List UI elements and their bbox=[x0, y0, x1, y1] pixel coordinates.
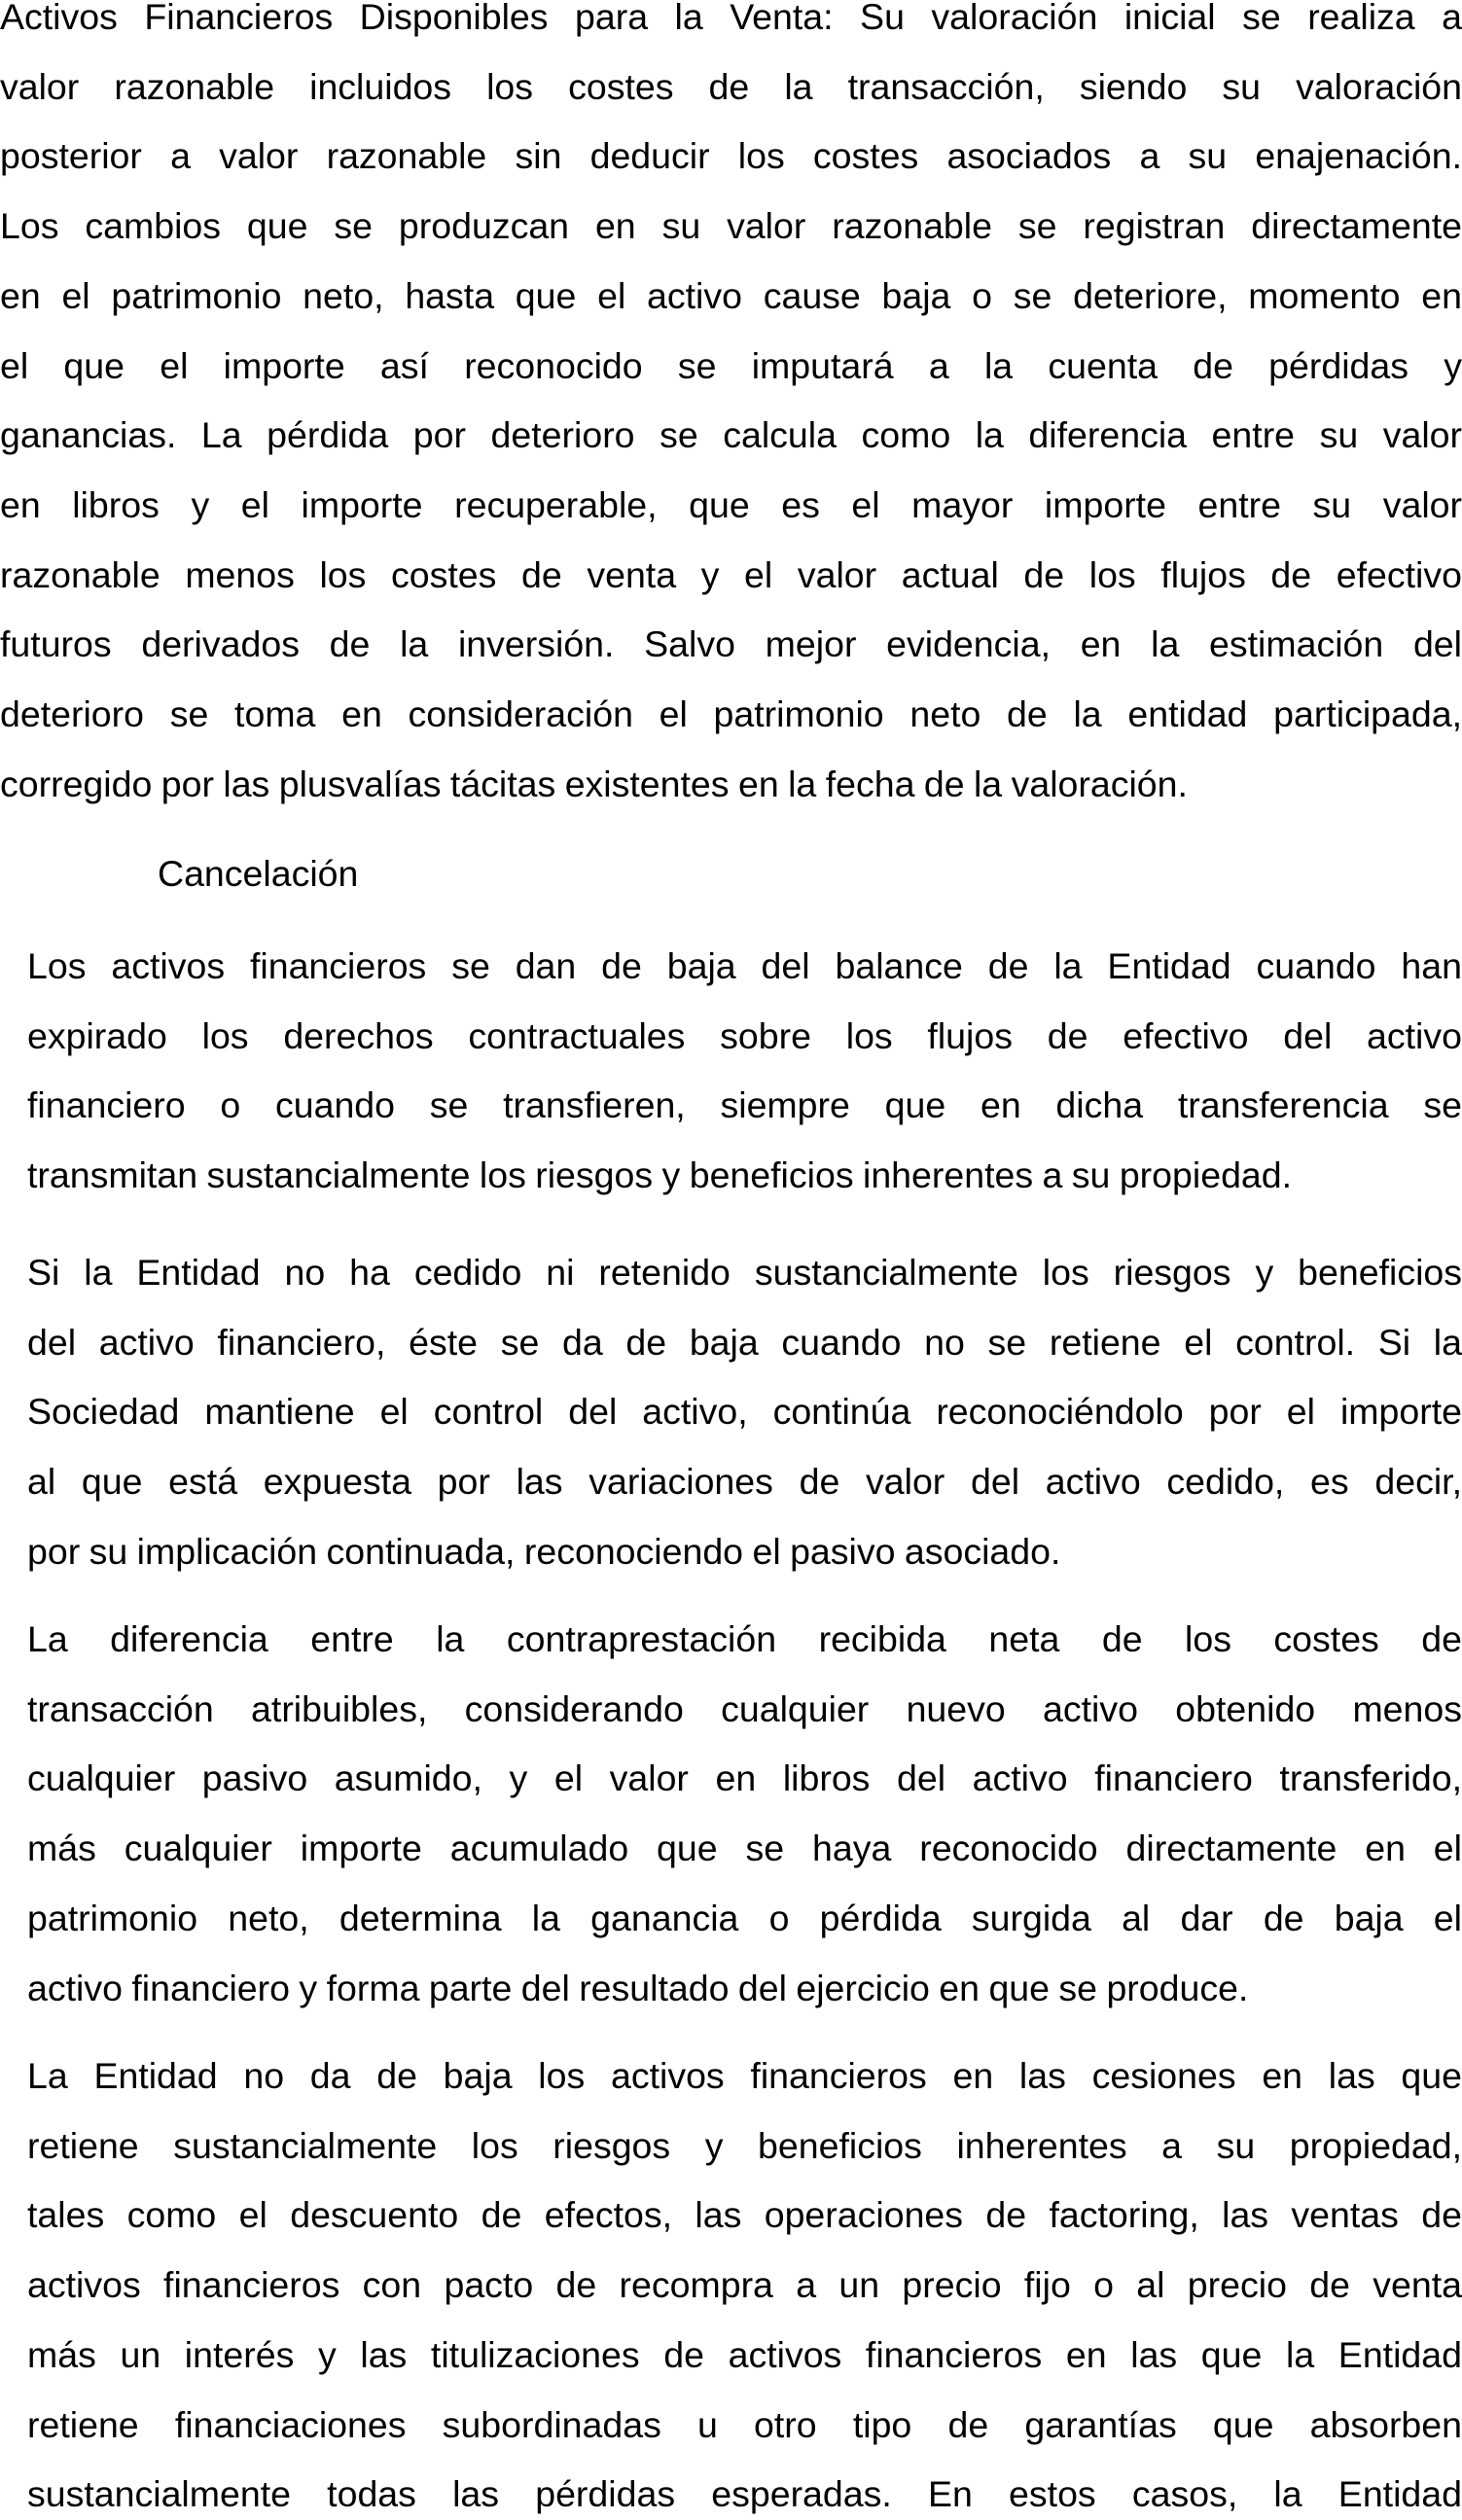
paragraph-line bbox=[27, 1814, 1462, 1884]
paragraph-line bbox=[27, 1002, 1462, 1072]
paragraph-line bbox=[27, 1377, 1462, 1447]
line-text: patrimonio neto, determina la ganancia o pérdida surgida al dar de baja el bbox=[27, 1897, 1462, 1938]
line-text: activo financiero y forma parte del resultado del ejercicio en que se produce. bbox=[27, 1967, 1249, 2008]
paragraph-line bbox=[27, 1308, 1462, 1378]
paragraph-line bbox=[27, 1954, 1462, 2024]
line-text: sustancialmente todas las pérdidas esperadas. En estos casos, la Entidad bbox=[27, 2473, 1462, 2515]
line-text: más un interés y las titulizaciones de activos financieros en las que la Entidad bbox=[27, 2333, 1462, 2375]
line-text: en el patrimonio neto, hasta que el activo cause baja o se deteriore, momento en bbox=[0, 274, 1462, 316]
paragraph-line bbox=[27, 2321, 1462, 2391]
line-text: activos financieros con pacto de recompra a un precio fijo o al precio de venta bbox=[27, 2264, 1462, 2306]
paragraph-line bbox=[27, 2391, 1462, 2461]
line-text: en libros y el importe recuperable, que es el mayor importe entre su valor bbox=[0, 483, 1462, 525]
paragraph-line bbox=[27, 932, 1462, 1002]
paragraph-line bbox=[27, 1517, 1462, 1587]
paragraph-line bbox=[0, 401, 1462, 471]
paragraph-line bbox=[27, 1884, 1462, 1954]
line-text: más cualquier importe acumulado que se haya reconocido directamente en el bbox=[27, 1828, 1462, 1869]
line-text: Los activos financieros se dan de baja del balance de la Entidad cuando han bbox=[27, 945, 1462, 986]
line-text: Sociedad mantiene el control del activo, continúa reconociéndolo por el importe bbox=[27, 1391, 1462, 1433]
line-text: retiene sustancialmente los riesgos y beneficios inherentes a su propiedad, bbox=[27, 2124, 1462, 2166]
line-text: corregido por las plusvalías tácitas existentes en la fecha de la valoración. bbox=[0, 763, 1188, 804]
paragraph-line bbox=[0, 192, 1462, 262]
line-text: ganancias. La pérdida por deterioro se calcula como la diferencia entre su valor bbox=[0, 414, 1462, 456]
paragraph-line bbox=[0, 610, 1462, 680]
paragraph-line bbox=[0, 0, 1462, 53]
line-text: el que el importe así reconocido se imputará a la cuenta de pérdidas y bbox=[0, 344, 1462, 386]
paragraph-line bbox=[0, 122, 1462, 192]
paragraph-line bbox=[0, 53, 1462, 123]
paragraph-line bbox=[0, 750, 1462, 820]
line-text: retiene financiaciones subordinadas u otro tipo de garantías que absorben bbox=[27, 2403, 1462, 2445]
section-heading-cancelacion: Cancelación bbox=[158, 853, 359, 894]
line-text: tales como el descuento de efectos, las operaciones de factoring, las ventas de bbox=[27, 2194, 1462, 2236]
paragraph-line bbox=[0, 471, 1462, 541]
paragraph-line bbox=[0, 680, 1462, 750]
paragraph-line bbox=[27, 1605, 1462, 1675]
paragraph-line bbox=[27, 1744, 1462, 1814]
paragraph-line bbox=[0, 262, 1462, 332]
paragraph-line bbox=[27, 1141, 1462, 1211]
line-text: al que está expuesta por las variaciones de valor del activo cedido, es decir, bbox=[27, 1461, 1462, 1503]
paragraph-line bbox=[0, 541, 1462, 611]
line-text: valor razonable incluidos los costes de la transacción, siendo su valoración bbox=[0, 65, 1462, 107]
line-text: Si la Entidad no ha cedido ni retenido sustancialmente los riesgos y beneficios bbox=[27, 1252, 1462, 1293]
line-text: por su implicación continuada, reconociendo el pasivo asociado. bbox=[27, 1530, 1061, 1572]
line-text: razonable menos los costes de venta y el valor actual de los flujos de efectivo bbox=[0, 553, 1462, 595]
line-text: cualquier pasivo asumido, y el valor en libros del activo financiero transferido, bbox=[27, 1757, 1462, 1799]
paragraph-line bbox=[27, 2181, 1462, 2251]
line-text: deterioro se toma en consideración el patrimonio neto de la entidad participada, bbox=[0, 693, 1462, 735]
line-text: La diferencia entre la contraprestación recibida neta de los costes de bbox=[27, 1618, 1462, 1659]
paragraph-line bbox=[0, 332, 1462, 402]
paragraph-line bbox=[27, 2041, 1462, 2112]
paragraph-control-retention bbox=[27, 1238, 1462, 1587]
paragraph-line bbox=[27, 1447, 1462, 1517]
paragraph-line bbox=[27, 1675, 1462, 1745]
paragraph-line bbox=[27, 1071, 1462, 1141]
line-text: futuros derivados de la inversión. Salvo mejor evidencia, en la estimación del bbox=[0, 623, 1462, 665]
line-text: Los cambios que se produzcan en su valor razonable se registran directamente bbox=[0, 205, 1462, 247]
line-text: del activo financiero, éste se da de baja cuando no se retiene el control. Si la bbox=[27, 1321, 1462, 1363]
line-text: transacción atribuibles, considerando cualquier nuevo activo obtenido menos bbox=[27, 1687, 1462, 1729]
line-text: La Entidad no da de baja los activos financieros en las cesiones en las que bbox=[27, 2055, 1462, 2096]
paragraph-line bbox=[27, 2251, 1462, 2321]
paragraph-gain-loss bbox=[27, 1605, 1462, 2023]
paragraph-derecognition bbox=[27, 932, 1462, 1211]
line-text: expirado los derechos contractuales sobre los flujos de efectivo del activo bbox=[27, 1014, 1462, 1056]
line-text: transmitan sustancialmente los riesgos y beneficios inherentes a su propiedad. bbox=[27, 1154, 1293, 1196]
paragraph-available-for-sale-assets bbox=[0, 0, 1462, 819]
paragraph-no-derecognition bbox=[27, 2041, 1462, 2520]
line-text: financiero o cuando se transfieren, siempre que en dicha transferencia se bbox=[27, 1084, 1462, 1126]
paragraph-line bbox=[27, 2112, 1462, 2182]
line-text: Activos Financieros Disponibles para la Venta: Su valoración inicial se realiza a bbox=[0, 0, 1462, 37]
paragraph-line bbox=[27, 1238, 1462, 1308]
paragraph-line bbox=[27, 2460, 1462, 2520]
line-text: posterior a valor razonable sin deducir los costes asociados a su enajenación. bbox=[0, 135, 1462, 177]
